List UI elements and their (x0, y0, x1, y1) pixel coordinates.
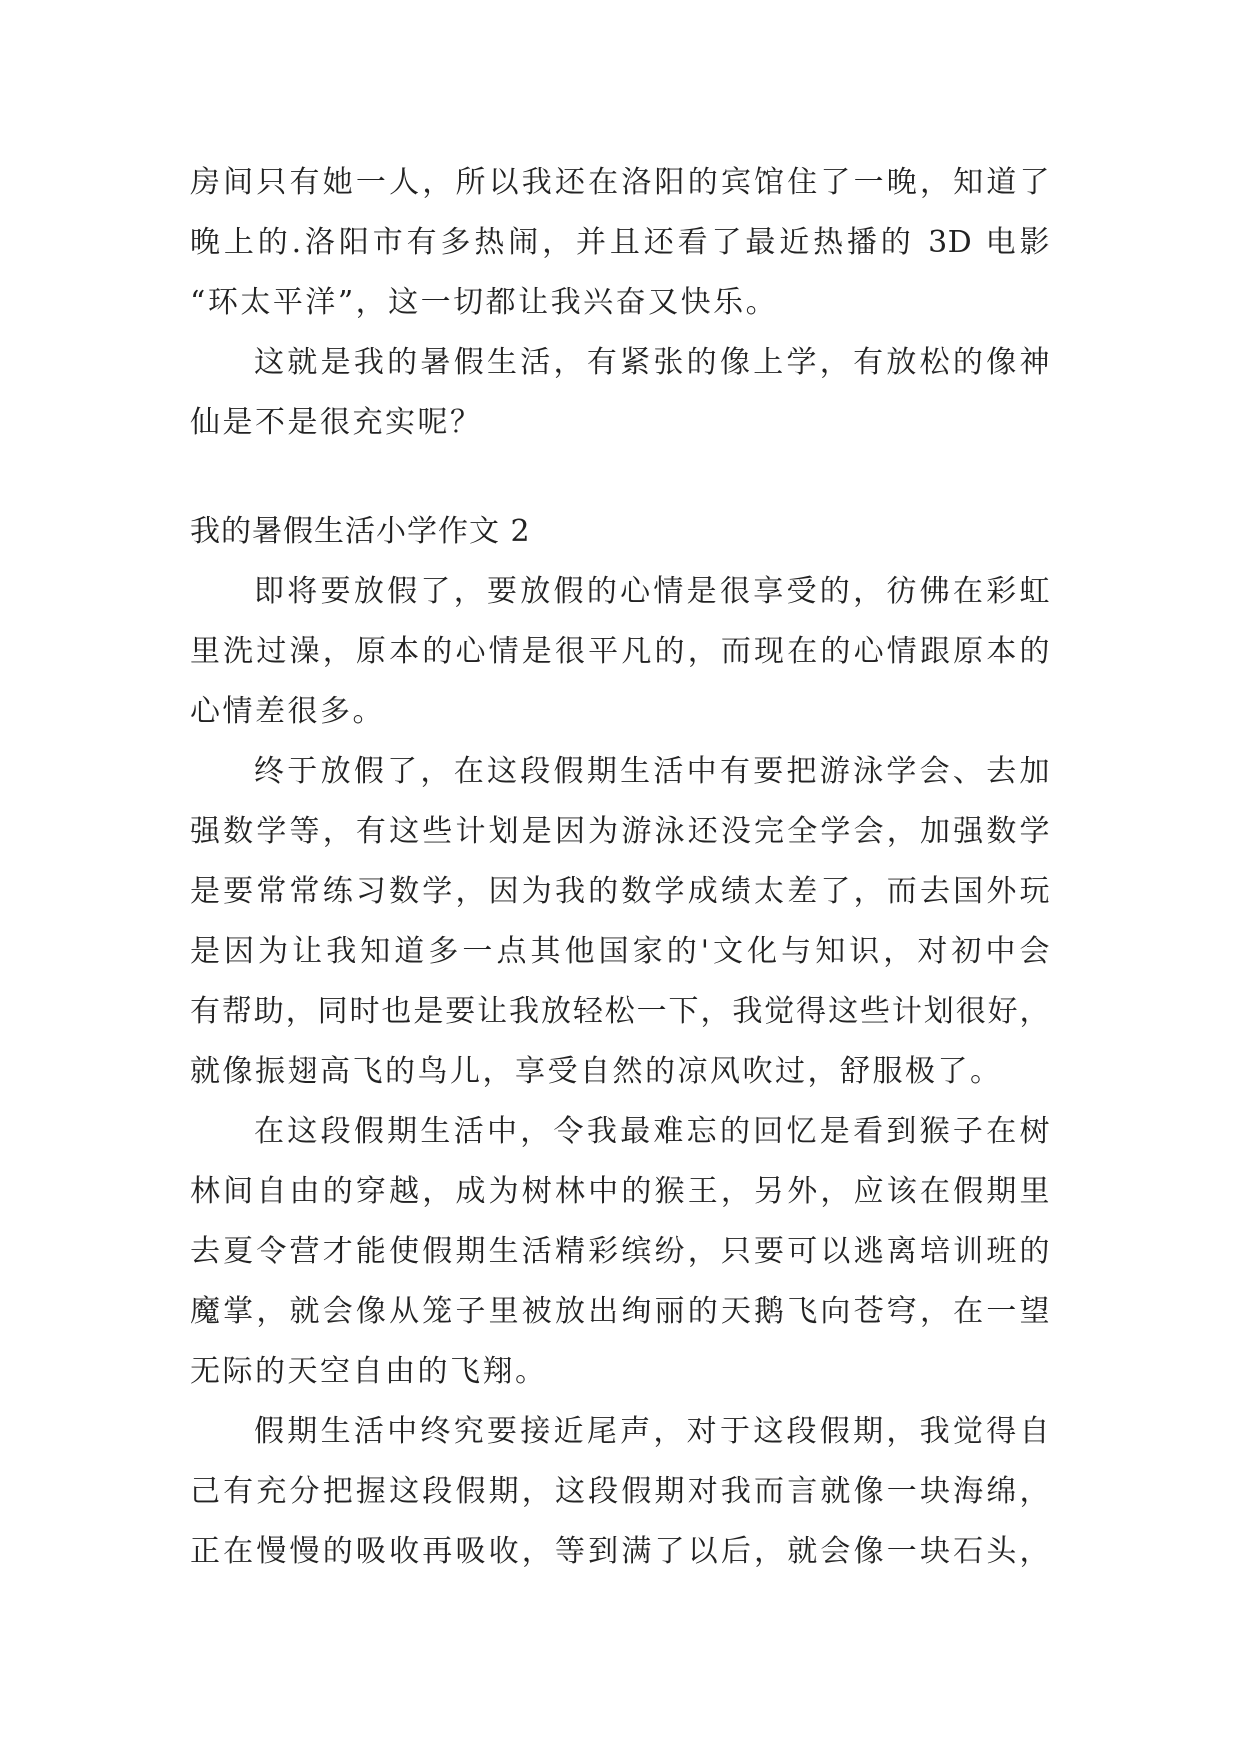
text-line: 正在慢慢的吸收再吸收，等到满了以后，就会像一块石头， (190, 1534, 1050, 1569)
paragraph-first-line: 假期生活中终究要接近尾声，对于这段假期，我觉得自 (254, 1414, 1050, 1449)
text-line: 里洗过澡，原本的心情是很平凡的，而现在的心情跟原本的 (190, 634, 1050, 669)
text-line: 是要常常练习数学，因为我的数学成绩太差了，而去国外玩 (190, 874, 1050, 909)
text-line: 是因为让我知道多一点其他国家的'文化与知识，对初中会 (190, 934, 1050, 969)
paragraph-first-line: 即将要放假了，要放假的心情是很享受的，彷佛在彩虹 (254, 574, 1050, 609)
text-line: “环太平洋”，这一切都让我兴奋又快乐。 (190, 285, 779, 320)
text-line: 去夏令营才能使假期生活精彩缤纷，只要可以逃离培训班的 (190, 1234, 1050, 1269)
paragraph-first-line: 在这段假期生活中，令我最难忘的回忆是看到猴子在树 (254, 1114, 1050, 1149)
paragraph-first-line: 这就是我的暑假生活，有紧张的像上学，有放松的像神 (254, 345, 1050, 380)
text-line: 仙是不是很充实呢？ (190, 405, 483, 440)
text-line: 强数学等，有这些计划是因为游泳还没完全学会，加强数学 (190, 814, 1050, 849)
text-line: 无际的天空自由的飞翔。 (190, 1354, 548, 1389)
text-line: 己有充分把握这段假期，这段假期对我而言就像一块海绵， (190, 1474, 1050, 1509)
text-line: 林间自由的穿越，成为树林中的猴王，另外，应该在假期里 (190, 1174, 1050, 1209)
section-heading: 我的暑假生活小学作文 2 (190, 514, 531, 549)
text-line: 晚上的.洛阳市有多热闹，并且还看了最近热播的 3D 电影 (190, 225, 1050, 260)
text-line: 房间只有她一人，所以我还在洛阳的宾馆住了一晚，知道了 (190, 165, 1050, 200)
text-line: 心情差很多。 (190, 694, 385, 729)
text-line: 有帮助，同时也是要让我放轻松一下，我觉得这些计划很好， (190, 994, 1050, 1029)
text-line: 魔掌，就会像从笼子里被放出绚丽的天鹅飞向苍穹，在一望 (190, 1294, 1050, 1329)
text-line: 就像振翅高飞的鸟儿，享受自然的凉风吹过，舒服极了。 (190, 1054, 1003, 1089)
paragraph-first-line: 终于放假了，在这段假期生活中有要把游泳学会、去加 (254, 754, 1050, 789)
